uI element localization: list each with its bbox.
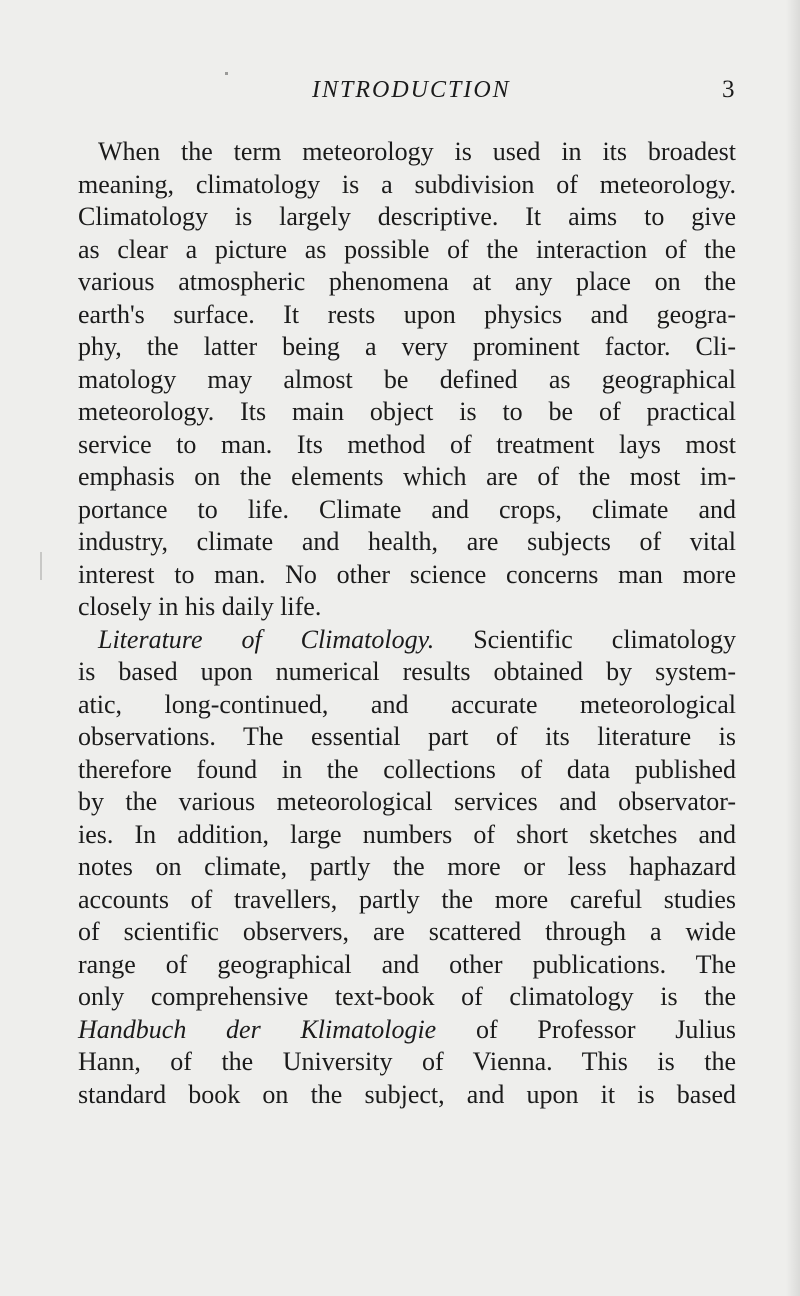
text-line: only comprehensive text-book of climatology is the <box>78 982 736 1011</box>
text-line: portance to life. Climate and crops, climate and <box>78 494 736 524</box>
text-line: service to man. Its method of treatment lays most <box>78 429 736 459</box>
text-line: by the various meteorological services and observator- <box>78 787 736 816</box>
section-heading-rest: Scientific climatology <box>434 624 736 654</box>
text-line: notes on climate, partly the more or less haphazard <box>78 852 736 881</box>
text-line: industry, climate and health, are subjects of vital <box>78 527 736 556</box>
text-line: matology may almost be defined as geographical <box>78 364 736 394</box>
page-edge-shadow <box>786 0 800 1296</box>
text-line: of scientific observers, are scattered through a wide <box>78 917 736 946</box>
text-line: atic, long-continued, and accurate meteorological <box>78 689 736 719</box>
text-line: as clear a picture as possible of the interaction of the <box>78 234 736 264</box>
book-title-italic: Handbuch der Klimatologie <box>78 1014 437 1044</box>
text-line: Climatology is largely descriptive. It aims to give <box>78 202 736 231</box>
text-line: earth's surface. It rests upon physics and geogra- <box>78 299 736 329</box>
running-head <box>0 72 800 108</box>
running-title: INTRODUCTION <box>312 77 511 103</box>
section-heading-italic: Literature of Climatology. <box>98 624 435 654</box>
text-line: emphasis on the elements which are of the most im- <box>78 462 736 491</box>
text-line: When the term meteorology is used in its broadest <box>98 137 736 166</box>
text-line: ies. In addition, large numbers of short sketches and <box>78 819 736 849</box>
text-line: standard book on the subject, and upon it is based <box>78 1079 736 1109</box>
text-line: is based upon numerical results obtained by system- <box>78 657 736 686</box>
text-line: various atmospheric phenomena at any place on the <box>78 267 736 296</box>
text-line: observations. The essential part of its literature is <box>78 722 736 751</box>
text-line-with-italic-title <box>78 1014 736 1047</box>
text-line: accounts of travellers, partly the more careful studies <box>78 884 736 914</box>
page-number: 3 <box>722 76 735 103</box>
text-line: meaning, climatology is a subdivision of meteorology. <box>78 169 736 199</box>
text-line: therefore found in the collections of data published <box>78 754 736 784</box>
text-line: range of geographical and other publications. The <box>78 949 736 979</box>
text-line: Hann, of the University of Vienna. This is the <box>78 1047 736 1076</box>
text-line: meteorology. Its main object is to be of practical <box>78 397 736 426</box>
scan-speck <box>225 72 228 75</box>
scan-speck <box>40 552 42 580</box>
body-text <box>78 136 736 1111</box>
text-line-with-italic-heading <box>78 624 736 657</box>
text-line: phy, the latter being a very prominent factor. Cli- <box>78 332 736 361</box>
text-line: closely in his daily life. <box>78 592 322 621</box>
text-line: interest to man. No other science concerns man more <box>78 559 736 589</box>
book-title-rest: of Professor Julius <box>436 1014 736 1044</box>
